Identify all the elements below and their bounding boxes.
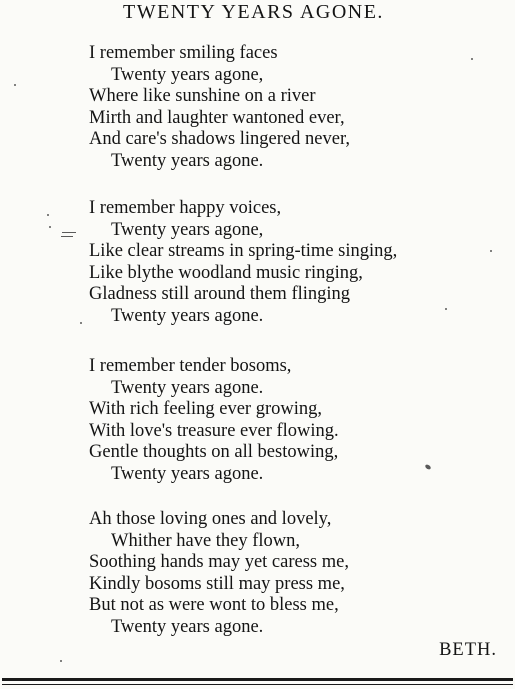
- poem-line-refrain: Twenty years agone.: [111, 377, 264, 398]
- poem-line: Mirth and laughter wantoned ever,: [89, 107, 345, 128]
- poem-line: I remember happy voices,: [89, 198, 282, 218]
- poem-line: Kindly bosoms still may press me,: [89, 573, 345, 594]
- poem-title: TWENTY YEARS AGONE.: [123, 1, 384, 23]
- stanza: [89, 509, 509, 639]
- poem-line-refrain: Twenty years agone.: [111, 305, 264, 326]
- print-speck: [14, 84, 16, 86]
- poem-line-refrain: Twenty years agone.: [111, 616, 264, 637]
- print-speck: [49, 226, 51, 228]
- poem-line: And care's shadows lingered never,: [89, 129, 350, 150]
- column-rule: [2, 678, 513, 681]
- poem-line: I remember tender bosoms,: [89, 356, 292, 376]
- print-speck: [62, 232, 76, 233]
- poem-line: Like clear streams in spring-time singing,: [89, 241, 398, 262]
- author-signature: BETH.: [439, 640, 497, 660]
- poem-line-refrain: Twenty years agone.: [111, 150, 264, 171]
- print-speck: [47, 214, 49, 216]
- poem-line: Like blythe woodland music ringing,: [89, 262, 363, 283]
- print-speck: [490, 250, 492, 252]
- poem-line-refrain: Twenty years agone,: [111, 64, 264, 85]
- poem-line: Soothing hands may yet caress me,: [89, 552, 349, 573]
- print-speck: [61, 236, 73, 237]
- poem-line: But not as were wont to bless me,: [89, 595, 339, 616]
- poem-line: Where like sunshine on a river: [89, 86, 316, 107]
- print-speck: [471, 58, 473, 60]
- poem-line: With love's treasure ever flowing.: [89, 420, 339, 441]
- column-rule-thin: [2, 684, 513, 685]
- stanza: [89, 356, 509, 486]
- poem-line: Gladness still around them flinging: [89, 284, 351, 305]
- print-speck: [445, 308, 447, 310]
- poem-line: Gentle thoughts on all bestowing,: [89, 442, 339, 463]
- poem-line: With rich feeling ever growing,: [89, 399, 322, 420]
- print-speck: [80, 322, 82, 324]
- poem-line-refrain: Twenty years agone.: [111, 463, 264, 484]
- poem-line: I remember smiling faces: [89, 43, 278, 63]
- poem-line-refrain: Twenty years agone,: [111, 219, 264, 240]
- poem-line: Ah those loving ones and lovely,: [89, 509, 332, 529]
- poem-line-refrain: Whither have they flown,: [111, 530, 301, 551]
- stanza: [89, 43, 509, 173]
- print-speck: [60, 660, 62, 662]
